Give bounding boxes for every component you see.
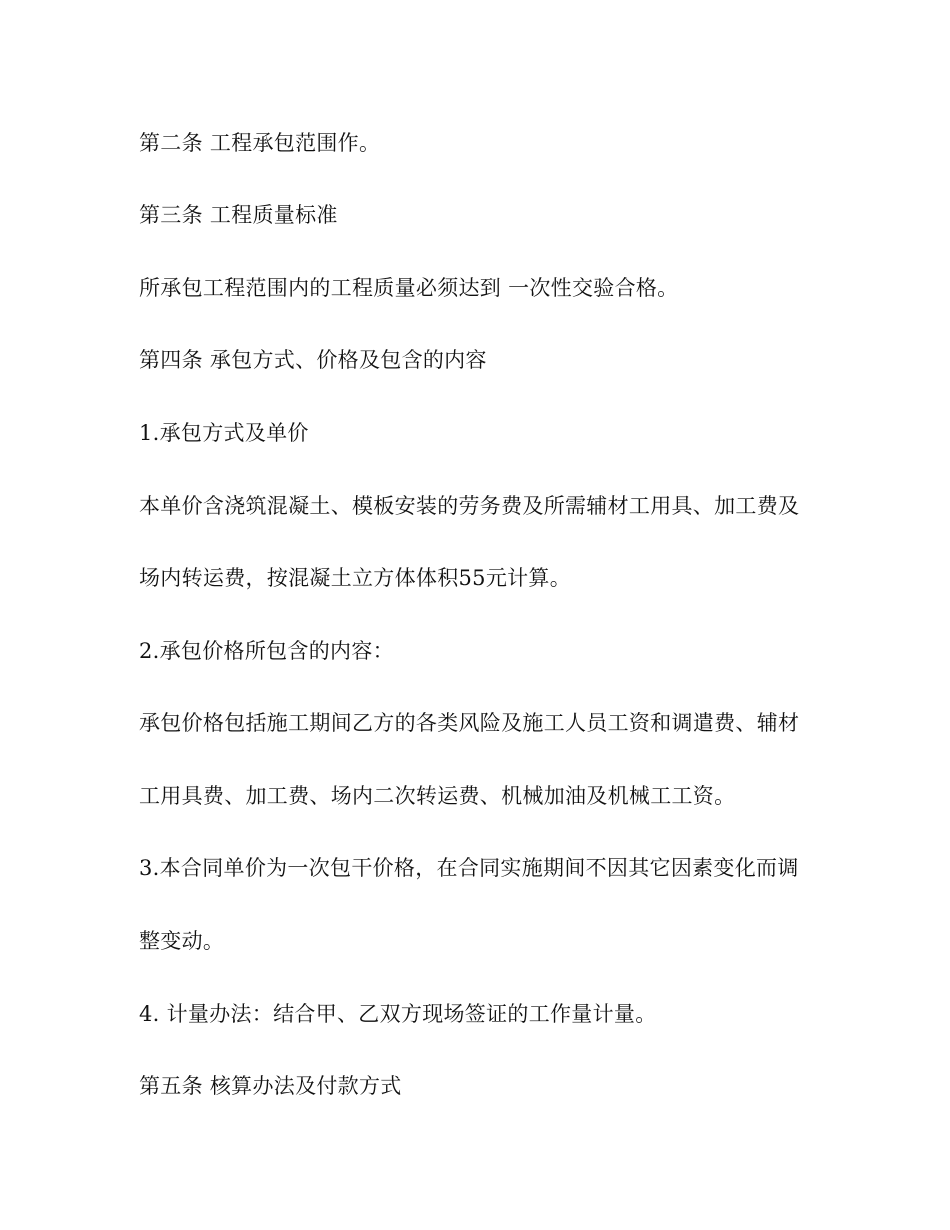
price-content-text-line-1: 承包价格包括施工期间乙方的各类风险及施工人员工资和调遣费、辅材 [139, 711, 800, 735]
clause-2-heading: 第二条 工程承包范围作。 [139, 131, 381, 155]
price-content-text-line-2: 工用具费、加工费、场内二次转运费、机械加油及机械工工资。 [139, 784, 736, 808]
clause-3-heading: 第三条 工程质量标准 [139, 203, 338, 227]
item-2-heading: 2.承包价格所包含的内容： [139, 639, 394, 663]
item-3-text-line-1: 3.本合同单价为一次包干价格，在合同实施期间不因其它因素变化而调 [139, 856, 799, 880]
item-1-heading: 1.承包方式及单价 [139, 421, 309, 445]
item-3-text-line-2: 整变动。 [139, 929, 225, 953]
unit-price-text-line-2: 场内转运费，按混凝土立方体体积55元计算。 [139, 566, 572, 590]
unit-price-text-line-1: 本单价含浇筑混凝土、模板安装的劳务费及所需辅材工用具、加工费及 [139, 494, 800, 518]
item-4-text: 4. 计量办法：结合甲、乙双方现场签证的工作量计量。 [139, 1002, 657, 1026]
clause-5-heading: 第五条 核算办法及付款方式 [139, 1074, 402, 1098]
quality-standard-text: 所承包工程范围内的工程质量必须达到 一次性交验合格。 [139, 276, 679, 300]
clause-4-heading: 第四条 承包方式、价格及包含的内容 [139, 348, 487, 372]
